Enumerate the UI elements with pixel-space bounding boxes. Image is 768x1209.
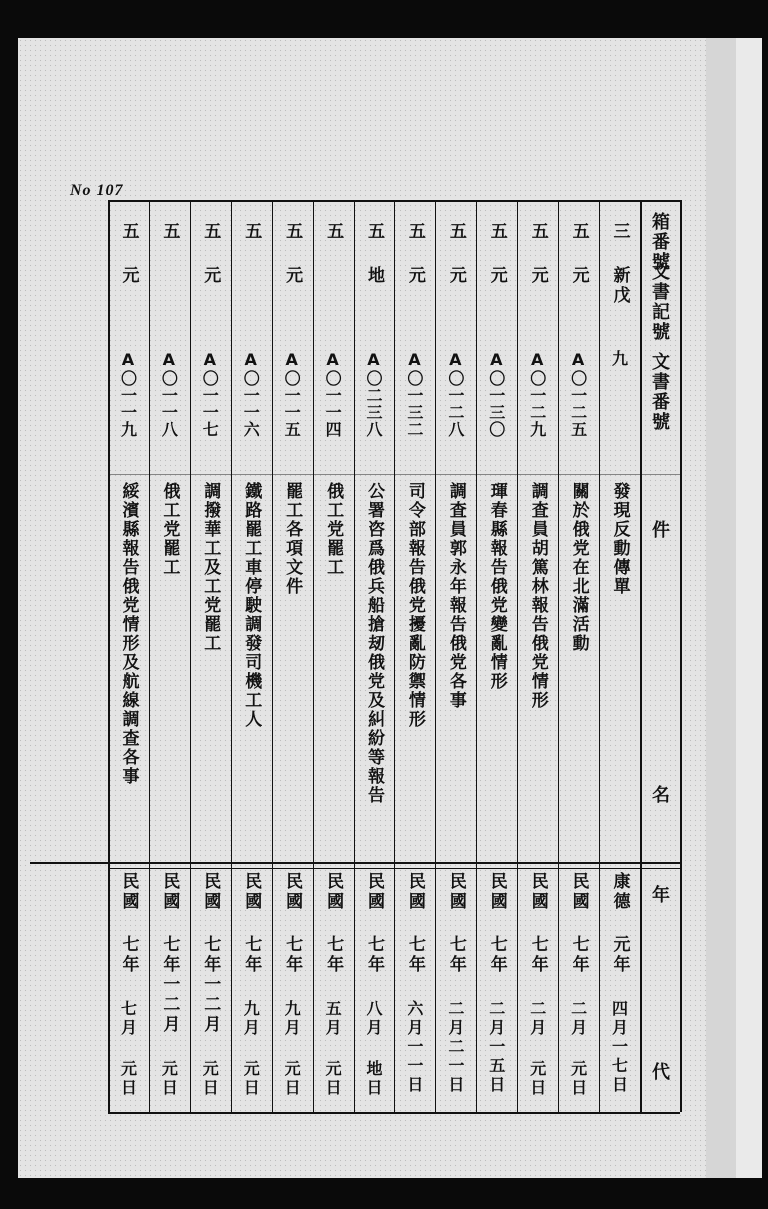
column-rule bbox=[558, 200, 559, 1112]
subject: 關於俄党在北滿活動 bbox=[568, 482, 589, 653]
day: 元日 bbox=[323, 1060, 343, 1098]
year: 七年 bbox=[404, 935, 425, 975]
table-bottom-rule bbox=[108, 1112, 680, 1114]
subject: 發現反動傳單 bbox=[609, 482, 630, 596]
era: 民國 bbox=[200, 872, 221, 912]
era: 民國 bbox=[527, 872, 548, 912]
year: 七年一二月 bbox=[200, 935, 221, 1035]
month: 四月一七日 bbox=[609, 1000, 629, 1095]
box-number: 五 bbox=[282, 222, 303, 242]
year: 七年 bbox=[323, 935, 344, 975]
doc-number: A〇一一五 bbox=[282, 350, 302, 438]
era: 民國 bbox=[404, 872, 425, 912]
column-rule bbox=[435, 200, 436, 1112]
doc-ref: 元 bbox=[568, 266, 589, 286]
doc-number: A〇一二五 bbox=[568, 350, 588, 438]
box-number: 五 bbox=[323, 222, 344, 242]
era: 民國 bbox=[323, 872, 344, 912]
subject: 鐵路罷工車停駛調發司機工人 bbox=[241, 482, 262, 729]
subject: 調査員胡篤林報告俄党情形 bbox=[527, 482, 548, 710]
era: 民國 bbox=[568, 872, 589, 912]
box-number: 五 bbox=[527, 222, 548, 242]
doc-ref: 地 bbox=[364, 266, 384, 286]
box-number: 五 bbox=[568, 222, 589, 242]
header-date-top: 年 bbox=[649, 885, 670, 905]
month: 八月 bbox=[364, 1000, 383, 1038]
column-rule bbox=[599, 200, 600, 1112]
day: 地日 bbox=[364, 1060, 383, 1098]
subject: 調査員郭永年報告俄党各事 bbox=[445, 482, 466, 710]
doc-number: A〇一一四 bbox=[323, 350, 343, 438]
doc-ref: 元 bbox=[527, 266, 548, 286]
year: 七年 bbox=[364, 935, 384, 975]
doc-ref: 元 bbox=[445, 266, 466, 286]
header-separator-rule bbox=[640, 200, 642, 1112]
subject: 司令部報告俄党擾亂防禦情形 bbox=[404, 482, 425, 729]
page-number: No 107 bbox=[70, 182, 124, 199]
subject: 綏濱縣報告俄党情形及航線調查各事 bbox=[118, 482, 139, 786]
column-rule bbox=[394, 200, 395, 1112]
month: 九月 bbox=[241, 1000, 261, 1038]
column-rule bbox=[231, 200, 232, 1112]
subject: 罷工各項文件 bbox=[282, 482, 303, 596]
header-subject-top: 件 bbox=[649, 520, 670, 540]
adjacent-page-strip bbox=[706, 38, 762, 1178]
doc-ref: 元 bbox=[486, 266, 507, 286]
era: 民國 bbox=[364, 872, 384, 912]
column-rule bbox=[517, 200, 518, 1112]
box-number: 五 bbox=[486, 222, 507, 242]
month: 二月二一日 bbox=[445, 1000, 465, 1095]
day: 元日 bbox=[568, 1060, 588, 1098]
doc-ref: 元 bbox=[404, 266, 425, 286]
doc-number: A〇一一九 bbox=[118, 350, 138, 438]
table-right-rule bbox=[680, 200, 682, 1112]
year: 七年 bbox=[486, 935, 507, 975]
doc-number: A〇一一八 bbox=[159, 350, 179, 438]
month: 二月 bbox=[568, 1000, 588, 1038]
header-date-bottom: 代 bbox=[649, 1062, 670, 1082]
doc-number: A〇一三〇 bbox=[486, 350, 506, 438]
month: 二月一五日 bbox=[486, 1000, 506, 1095]
box-number: 五 bbox=[159, 222, 180, 242]
box-number: 五 bbox=[445, 222, 466, 242]
header-doc-no: 文書番號 bbox=[649, 352, 670, 432]
day: 元日 bbox=[282, 1060, 302, 1098]
box-number: 三 bbox=[609, 222, 630, 242]
month: 二月 bbox=[527, 1000, 547, 1038]
doc-number: A〇一二八 bbox=[445, 350, 465, 438]
day: 元日 bbox=[159, 1060, 179, 1098]
year: 七年 bbox=[527, 935, 548, 975]
box-number: 五 bbox=[364, 222, 384, 242]
day: 元日 bbox=[118, 1060, 138, 1098]
era: 民國 bbox=[445, 872, 466, 912]
era: 民國 bbox=[159, 872, 180, 912]
column-rule bbox=[313, 200, 314, 1112]
month: 七月 bbox=[118, 1000, 138, 1038]
column-rule bbox=[190, 200, 191, 1112]
column-rule bbox=[272, 200, 273, 1112]
year: 七年 bbox=[118, 935, 139, 975]
box-number: 五 bbox=[404, 222, 425, 242]
day: 元日 bbox=[241, 1060, 261, 1098]
day: 元日 bbox=[527, 1060, 547, 1098]
doc-number: A〇一一七 bbox=[200, 350, 220, 438]
era: 康德 bbox=[609, 872, 630, 912]
column-rule bbox=[354, 200, 355, 1112]
era: 民國 bbox=[118, 872, 139, 912]
month: 五月 bbox=[323, 1000, 343, 1038]
table-left-rule bbox=[108, 200, 110, 1112]
subject: 調撥華工及工党罷工 bbox=[200, 482, 221, 653]
subject: 俄工党罷工 bbox=[323, 482, 344, 577]
era: 民國 bbox=[282, 872, 303, 912]
box-number: 五 bbox=[200, 222, 221, 242]
year: 七年 bbox=[241, 935, 262, 975]
year: 元年 bbox=[609, 935, 630, 975]
header-box-no: 箱番號 bbox=[649, 212, 670, 272]
year: 七年 bbox=[282, 935, 303, 975]
doc-number: A〇二三八 bbox=[364, 350, 383, 438]
header-doc-ref: 文書記號 bbox=[649, 262, 670, 342]
day: 元日 bbox=[200, 1060, 220, 1098]
box-number: 五 bbox=[241, 222, 262, 242]
year: 七年 bbox=[568, 935, 589, 975]
doc-ref: 新戊 bbox=[609, 266, 630, 306]
subject: 公署咨爲俄兵船搶刼俄党及糾紛等報告 bbox=[364, 482, 384, 805]
doc-ref: 元 bbox=[282, 266, 303, 286]
year: 七年一二月 bbox=[159, 935, 180, 1035]
era: 民國 bbox=[241, 872, 262, 912]
subject: 琿春縣報告俄党變亂情形 bbox=[486, 482, 507, 691]
doc-ref: 元 bbox=[118, 266, 139, 286]
doc-number: A〇一一六 bbox=[241, 350, 261, 438]
date-top-rule bbox=[30, 862, 680, 864]
header-subject-bottom: 名 bbox=[649, 785, 670, 805]
doc-number: 九 bbox=[609, 350, 629, 367]
subject: 俄工党罷工 bbox=[159, 482, 180, 577]
year: 七年 bbox=[445, 935, 466, 975]
column-rule bbox=[476, 200, 477, 1112]
column-rule bbox=[149, 200, 150, 1112]
doc-number: A〇一二九 bbox=[527, 350, 547, 438]
era: 民國 bbox=[486, 872, 507, 912]
doc-ref: 元 bbox=[200, 266, 221, 286]
doc-number: A〇一三二 bbox=[404, 350, 424, 438]
month: 九月 bbox=[282, 1000, 302, 1038]
month: 六月一一日 bbox=[404, 1000, 424, 1095]
box-number: 五 bbox=[118, 222, 139, 242]
